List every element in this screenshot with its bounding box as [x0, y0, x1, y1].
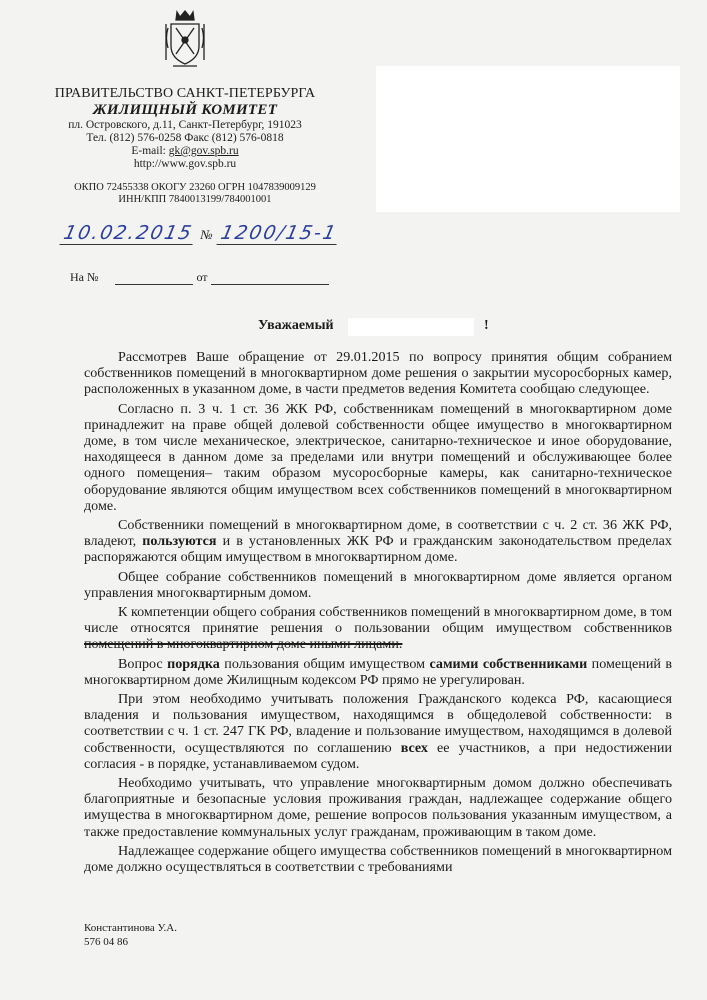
paragraph-7: При этом необходимо учитывать положения Гражданского кодекса РФ, касающиеся владения и пользования имуществом, находящимся в общедолевой собственности: в соответствии с ч. 1 ст. 247 ГК РФ, владение и пользование имуществом, находящимся в долевой собственности, осуществляются по соглашению всех ее участников, а при недостижении согласия - в порядке, устанавливаемом судом.	[84, 691, 672, 772]
email-line	[50, 145, 320, 158]
registry-codes	[60, 182, 330, 206]
emphasis-uses: пользуются	[142, 533, 217, 550]
emphasis-order: порядка	[167, 655, 220, 672]
letter-body	[84, 349, 672, 878]
website[interactable]: http://www.gov.spb.ru	[133, 158, 237, 170]
ref-date-blank	[211, 272, 329, 285]
paragraph-8: Необходимо учитывать, что управление многоквартирным домом должно обеспечивать благоприятные и безопасные условия проживания граждан, надлежащее содержание общего имущества в многоквартирном доме, решение вопросов пользования указанным имуществом, а также предоставление коммунальных услуг гражданам, проживающим в таком доме.	[84, 775, 672, 840]
emphasis-owners: самими собственниками	[429, 655, 588, 672]
address: пл. Островского, д.11, Санкт-Петербург, 191023	[68, 119, 302, 131]
executor-name: Константинова У.А.	[84, 922, 177, 934]
reference-line	[70, 270, 329, 285]
redacted-addressee	[376, 66, 680, 212]
executor-info	[84, 921, 177, 949]
paragraph-3: Собственники помещений в многоквартирном доме, в соответствии с ч. 2 ст. 36 ЖК РФ, владеют, пользуются и в установленных ЖК РФ и гражданским законодательством пределах распоряжаются общим имуществом в многоквартирном доме.	[84, 517, 672, 566]
registration-number: 1200/15-1	[217, 222, 342, 245]
emphasis-all: всех	[400, 739, 428, 756]
government-name: ПРАВИТЕЛЬСТВО САНКТ-ПЕТЕРБУРГА	[54, 86, 316, 101]
ref-number-label: На №	[70, 270, 99, 284]
redacted-name	[348, 318, 474, 336]
codes-line-2: ИНН/КПП 7840013199/784001001	[118, 194, 272, 205]
paragraph-5: К компетенции общего собрания собственников помещений в многоквартирном доме, в том числе относятся принятие решения о пользовании общим имуществом собственников помещений в многоквартирном доме иными лицами.	[84, 604, 672, 653]
salutation-text: Уважаемый	[258, 318, 334, 333]
salutation-punct: !	[484, 318, 489, 333]
struck-text: помещений в многоквартирном доме иными лицами.	[84, 636, 403, 653]
ref-number-blank	[115, 272, 193, 285]
executor-phone: 576 04 86	[84, 936, 128, 948]
ref-date-label: от	[196, 270, 208, 284]
salutation	[258, 318, 498, 334]
paragraph-4: Общее собрание собственников помещений в многоквартирном доме является органом управления многоквартирным домом.	[84, 568, 672, 601]
paragraph-6: Вопрос порядка пользования общим имуществом самими собственниками помещений в многоквартирном доме Жилищным кодексом РФ прямо не урегулирован.	[84, 655, 673, 688]
spb-coat-of-arms-icon	[164, 8, 206, 70]
organization-block	[50, 86, 320, 171]
paragraph-2: Согласно п. 3 ч. 1 ст. 36 ЖК РФ, собственникам помещений в многоквартирном доме принадлежит на праве общей долевой собственности общее имущество в многоквартирном доме, в том числе механическое, электрическое, санитарно-техническое и иное оборудование, находящееся в данном доме за пределами или внутри помещений и обслуживающее более одного помещения– таким образом мусоросборные камеры, как санитарно-техническое оборудование являются общим имуществом всех собственников помещений в многоквартирном доме.	[84, 400, 672, 514]
registration-stamp	[60, 222, 342, 244]
email-label: E-mail:	[131, 145, 169, 157]
phone-fax: Тел. (812) 576-0258 Факс (812) 576-0818	[86, 132, 284, 144]
paragraph-1: Рассмотрев Ваше обращение от 29.01.2015 по вопросу принятия общим собранием собственников помещений в многоквартирном доме решения о закрытии мусоросборных камер, расположенных в указанном доме, в части предметов ведения Комитета сообщаю следующее.	[84, 349, 672, 398]
paragraph-9: Надлежащее содержание общего имущества собственников помещений в многоквартирном доме должно осуществляться в соответствии с требованиями	[84, 842, 672, 876]
number-label: №	[198, 227, 215, 242]
codes-line-1: ОКПО 72455338 ОКОГУ 23260 ОГРН 1047839009129	[74, 182, 316, 193]
committee-name: ЖИЛИЩНЫЙ КОМИТЕТ	[92, 102, 278, 118]
registration-date: 10.02.2015	[59, 222, 197, 245]
email-link[interactable]: gk@gov.spb.ru	[168, 145, 239, 157]
